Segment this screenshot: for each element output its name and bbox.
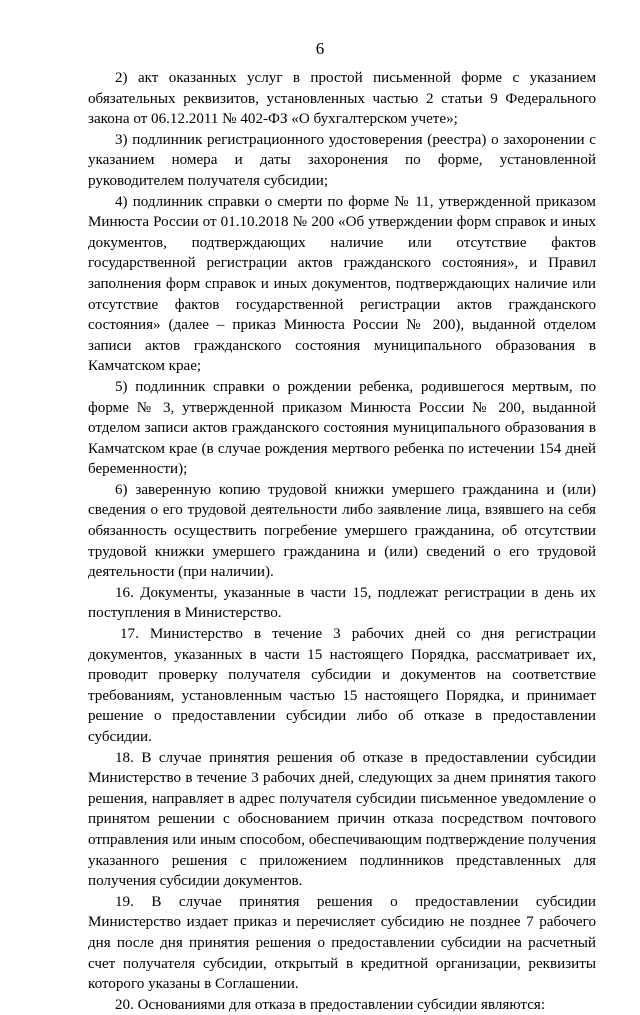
paragraph-item-4: 4) подлинник справки о смерти по форме № 11, утвержденной приказом Минюста России от 01.10.2018 № 200 «Об утверждении форм справок и иных документов, подтверждающих наличие или отсутствие фактов государственной регистрации актов гражданского состояния», и Правил заполнения форм справок и иных документов, подтверждающих наличие или отсутствие фактов государственной регистрации актов гражданского состояния» (далее – приказ Минюста России № 200), выданной отделом записи актов гражданского состояния муниципального образования в Камчатском крае;: [88, 193, 596, 375]
paragraph-item-3: 3) подлинник регистрационного удостоверения (реестра) о захоронении с указанием номера и даты захоронения по форме, установленной руководителем получателя субсидии;: [88, 131, 596, 189]
paragraph-section-16: 16. Документы, указанные в части 15, подлежат регистрации в день их поступления в Министерство.: [88, 584, 596, 622]
paragraph-section-19: 19. В случае принятия решения о предоставлении субсидии Министерство издает приказ и перечисляет субсидию не позднее 7 рабочего дня после дня принятия решения о предоставлении субсидии на расчетный счет получателя субсидии, открытый в кредитной организации, реквизиты которого указаны в Соглашении.: [88, 893, 596, 993]
paragraph-section-17: 17. Министерство в течение 3 рабочих дней со дня регистрации документов, указанных в части 15 настоящего Порядка, рассматривает их, проводит проверку получателя субсидии и документов на соответствие требованиям, установленным частью 15 настоящего Порядка, и принимает решение о предоставлении субсидии либо об отказе в предоставлении субсидии.: [88, 626, 596, 745]
paragraph-item-5: 5) подлинник справки о рождении ребенка, родившегося мертвым, по форме № 3, утвержденной приказом Минюста России № 200, выданной отделом записи актов гражданского состояния муниципального образования в Камчатском крае (в случае рождения мертвого ребенка по истечении 154 дней беременности);: [88, 378, 596, 478]
document-body: [88, 68, 596, 1015]
page-number: 6: [315, 39, 325, 58]
paragraph-section-18: 18. В случае принятия решения об отказе в предоставлении субсидии Министерство в течение 3 рабочих дней, следующих за днем принятия такого решения, направляет в адрес получателя субсидии письменное уведомление о принятом решении с обоснованием причин отказа посредством почтового отправления или иным способом, обеспечивающим подтверждение получения указанного решения с приложением подлинников представленных для получения субсидии документов.: [88, 749, 596, 890]
paragraph-section-20: 20. Основаниями для отказа в предоставлении субсидии являются:: [115, 996, 546, 1013]
paragraph-item-2: 2) акт оказанных услуг в простой письменной форме с указанием обязательных реквизитов, установленных частью 2 статьи 9 Федерального закона от 06.12.2011 № 402-ФЗ «О бухгалтерском учете»;: [88, 70, 596, 128]
paragraph-item-6: 6) заверенную копию трудовой книжки умершего гражданина и (или) сведения о его трудовой деятельности либо заявление лица, взявшего на себя обязанность осуществить погребение умершего гражданина, об отсутствии трудовой книжки умершего гражданина и (или) сведений о его трудовой деятельности (при наличии).: [88, 481, 596, 581]
